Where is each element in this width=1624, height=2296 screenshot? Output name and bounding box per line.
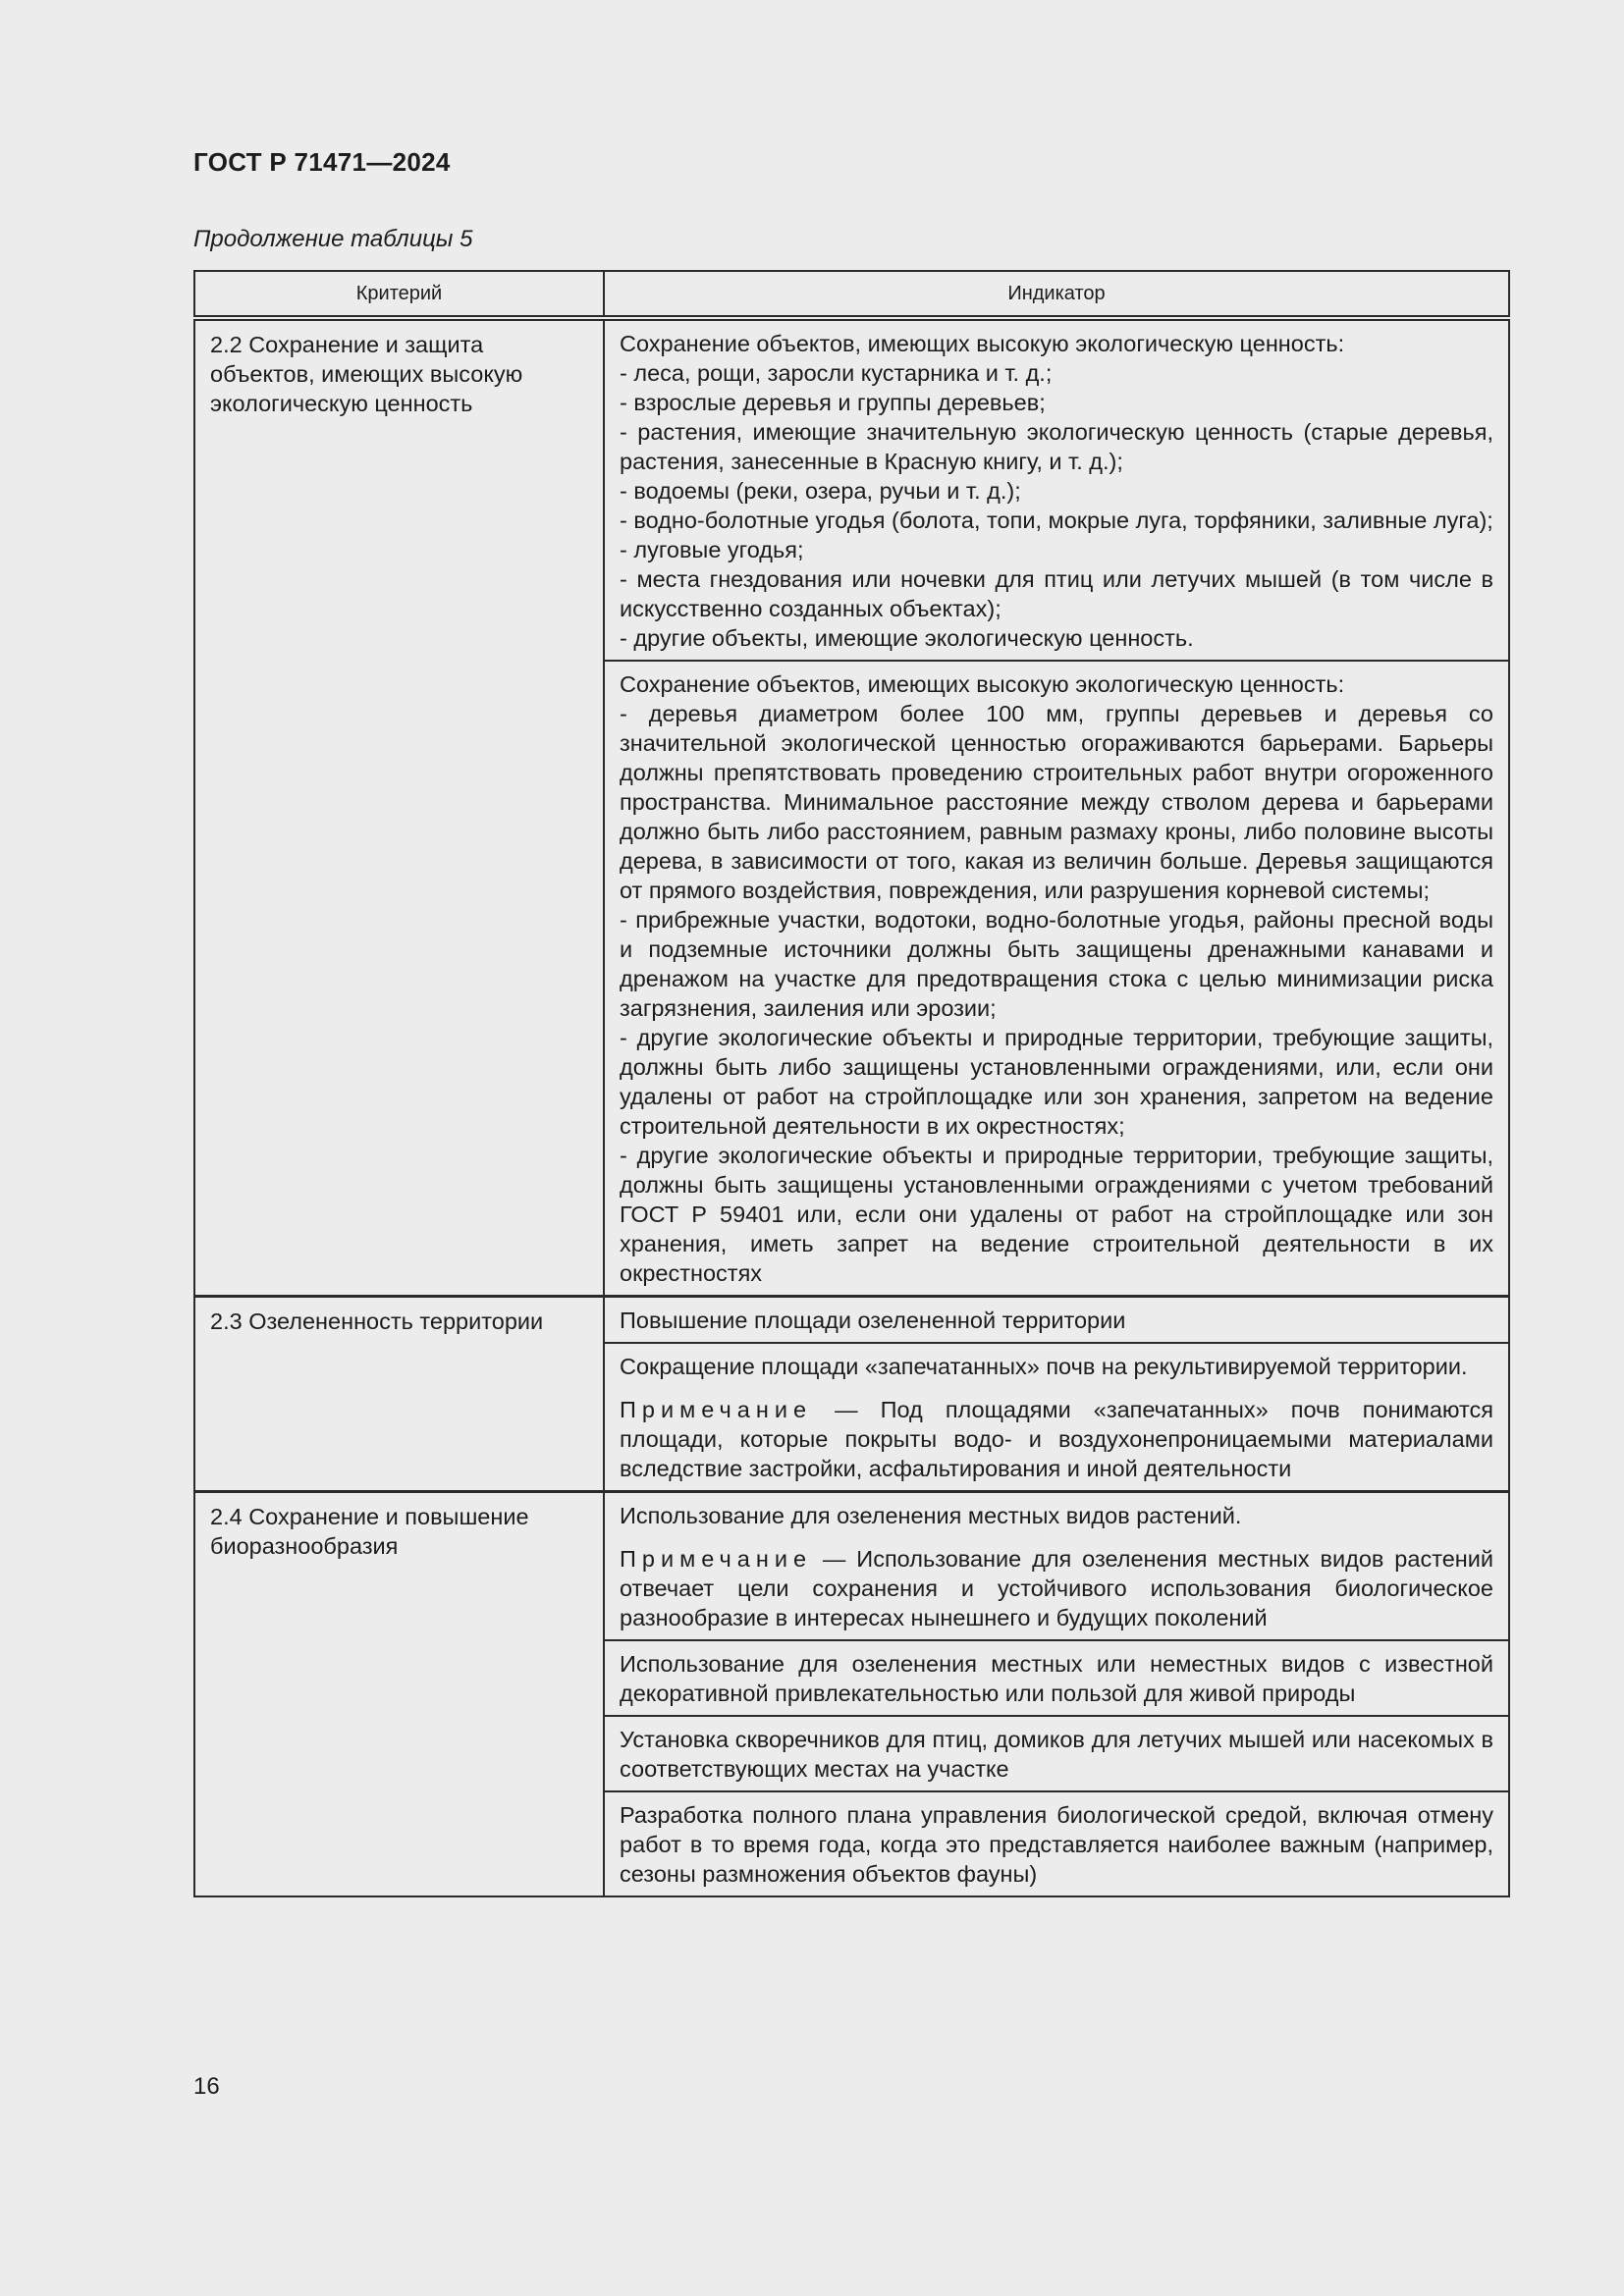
page-number: 16 [193, 2073, 220, 2100]
column-header-criterion: Критерий [194, 271, 604, 318]
list-item: - растения, имеющие значительную экологическую ценность (старые деревья, растения, занесенные в Красную книгу, и т. д.); [620, 417, 1493, 476]
list-item: - места гнездования или ночевки для птиц или летучих мышей (в том числе в искусственно созданных объектах); [620, 564, 1493, 623]
list-item: - другие объекты, имеющие экологическую ценность. [620, 623, 1493, 653]
list-item: - деревья диаметром более 100 мм, группы деревьев и деревья со значительной экологической ценностью огораживаются барьерами. Барьеры должны препятствовать проведению строительных работ внутри огороженного пространства. Минимальное расстояние между стволом дерева и барьерами должно быть либо расстоянием, равным размаху кроны, либо половине высоты дерева, в зависимости от того, какая из величин больше. Деревья защищаются от прямого воздействия, повреждения, или разрушения корневой системы; [620, 699, 1493, 905]
criteria-table [193, 270, 1510, 1897]
list-item: - взрослые деревья и группы деревьев; [620, 388, 1493, 417]
indicator-cell [604, 1343, 1509, 1492]
indicator-text: Повышение площади озелененной территории [620, 1308, 1126, 1333]
table-caption: Продолжение таблицы 5 [193, 226, 473, 252]
document-code: ГОСТ Р 71471—2024 [193, 147, 451, 177]
table-row [194, 1492, 1509, 1641]
indicator-cell [604, 1716, 1509, 1791]
indicator-text: Использование для озеленения местных видов растений. [620, 1503, 1242, 1528]
indicator-heading: Сохранение объектов, имеющих высокую экологическую ценность: [620, 331, 1345, 356]
indicator-note [620, 1544, 1493, 1632]
table-row [194, 1297, 1509, 1344]
indicator-cell [604, 1791, 1509, 1896]
indicator-list [620, 358, 1493, 653]
indicator-cell [604, 318, 1509, 661]
indicator-note [620, 1395, 1493, 1483]
note-label: Примечание [620, 1397, 813, 1422]
criterion-cell: 2.4 Сохранение и повышение биоразнообразия [194, 1492, 604, 1897]
indicator-text: Сокращение площади «запечатанных» почв на рекультивируемой территории. [620, 1354, 1468, 1379]
indicator-cell [604, 1297, 1509, 1344]
criterion-cell: 2.3 Озелененность территории [194, 1297, 604, 1492]
note-text: — Использование для озеленения местных видов растений отвечает цели сохранения и устойчивого использования биологическое разнообразие в интересах нынешнего и будущих поколений [620, 1546, 1493, 1630]
list-item: - другие экологические объекты и природные территории, требующие защиты, должны быть либо защищены установленными ограждениями, или, если они удалены от работ на стройплощадке или зон хранения, запретом на ведение строительной деятельности в их окрестностях; [620, 1023, 1493, 1141]
list-item: - другие экологические объекты и природные территории, требующие защиты, должны быть защищены установленными ограждениями с учетом требований ГОСТ Р 59401 или, если они удалены от работ на стройплощадке или зон хранения, иметь запрет на ведение строительной деятельности в их окрестностях [620, 1141, 1493, 1288]
list-item: - луговые угодья; [620, 535, 1493, 564]
column-header-indicator: Индикатор [604, 271, 1509, 318]
note-text: — Под площадями «запечатанных» почв понимаются площади, которые покрыты водо- и воздухонепроницаемыми материалами вследствие застройки, асфальтирования и иной деятельности [620, 1397, 1494, 1481]
list-item: - прибрежные участки, водотоки, водно-болотные угодья, районы пресной воды и подземные источники должны быть защищены дренажными канавами и дренажом на участке для предотвращения стока с целью минимизации риска загрязнения, заиления или эрозии; [620, 905, 1493, 1023]
note-label: Примечание [620, 1546, 813, 1572]
criterion-cell: 2.2 Сохранение и защита объектов, имеющих высокую экологическую ценность [194, 318, 604, 1297]
indicator-list [620, 699, 1493, 1288]
list-item: - водно-болотные угодья (болота, топи, мокрые луга, торфяники, заливные луга); [620, 506, 1493, 535]
indicator-text: Разработка полного плана управления биологической средой, включая отмену работ в то время года, когда это представляется наиболее важным (например, сезоны размножения объектов фауны) [620, 1802, 1493, 1887]
table-header-row [194, 271, 1509, 318]
indicator-cell [604, 661, 1509, 1297]
list-item: - леса, рощи, заросли кустарника и т. д.; [620, 358, 1493, 388]
indicator-text: Использование для озеленения местных или неместных видов с известной декоративной привлекательностью или пользой для живой природы [620, 1651, 1493, 1706]
table-row [194, 318, 1509, 661]
list-item: - водоемы (реки, озера, ручьи и т. д.); [620, 476, 1493, 506]
indicator-cell [604, 1640, 1509, 1716]
indicator-cell [604, 1492, 1509, 1641]
indicator-text: Установка скворечников для птиц, домиков для летучих мышей или насекомых в соответствующих местах на участке [620, 1727, 1493, 1782]
indicator-heading: Сохранение объектов, имеющих высокую экологическую ценность: [620, 671, 1345, 697]
